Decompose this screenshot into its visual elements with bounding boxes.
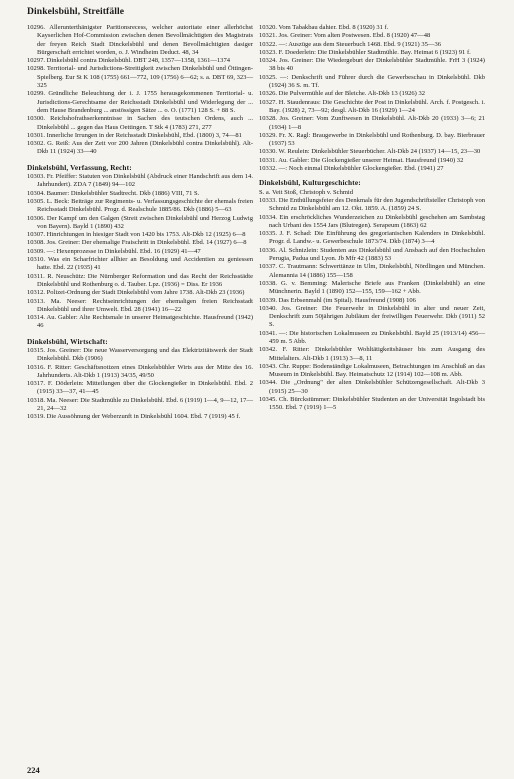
bibliography-entry: 10324. Jos. Greiner: Die Wiedergeburt der Dinkelsbühler Stadtmühle. FrH 3 (1924) 38 bis 40: [259, 57, 485, 73]
bibliography-entry: 10299. Gründliche Beleuchtung der i. J. 1755 herausgekommenen Territorial- u. Jurisdictions-Gerechtsame der Reichsstadt Dinkelsbühl und Widerlegung der ... dem Hause Brandenburg ... anstössigen Sätze ... o. O. (1771) 128 S. + 88 S.: [27, 90, 253, 114]
bibliography-entry: 10331. Au. Gabler: Die Glockengießer unserer Heimat. Hausfreund (1940) 32: [259, 156, 464, 164]
bibliography-entry: 10298. Territorial- und Jurisdictions-Streitigkeit zwischen Dinkelsbühl und Öttingen-Spielberg. Eur St K 108 (1755) 661—772, 109 (1756) 6—62; s. a. DBT 69, 323—325: [27, 65, 253, 90]
bibliography-entry: 10306. Der Kampf um den Galgen (Streit zwischen Dinkelsbühl und Herzog Ludwig von Bayern). Bayld 1 (1890) 432: [27, 214, 253, 230]
bibliography-entry: 10329. Fr. X. Ragl: Braugewerbe in Dinkelsbühl und Rothenburg. D. bay. Bierbrauer (1937) 53: [259, 131, 485, 148]
bibliography-entry: 10337. C. Trautmann: Schwerttänze in Ulm, Dinkelsbühl, Nördlingen und München. Alemannia 14 (1886) 155—158: [259, 263, 485, 279]
bibliography-entry: 10313. Ma. Neeser: Rechtseinrichtungen der ehemaligen freien Reichsstadt Dinkelsbühl und ihrer Umwelt. Ebd. 28 (1941) 16—22: [27, 297, 253, 313]
bibliography-entry: 10321. Jos. Greiner: Vom alten Postwesen. Ebd. 8 (1920) 47—48: [259, 32, 431, 40]
bibliography-entry: 10300. Reichshofrathserkenntnisse in Sachen des teutschen Ordens, auch ... Dinkelsbühl ... gegen das Haus Oettingen. T Stk 4 (1783) 271, 277: [27, 115, 253, 131]
bibliography-entry: 10340. Jos. Greiner: Die Feuerwehr in Dinkelsbühl in alter und neuer Zeit, Denkschrift zum 50jährigen Jubiläum der freiwilligen Feuerwehr. Dkb (1911) 52 S.: [259, 304, 485, 329]
bibliography-entry: 10333. Die Enthüllungsfeier des Denkmals für den Jugendschriftsteller Christoph von Schmid zu Dinkelsbühl am 12. Okt. 1859. A. (1859) 24 S.: [259, 196, 485, 213]
bibliography-entry: 10339. Das Erbsenmahl (im Spital). Hausfreund (1908) 106: [259, 296, 416, 304]
bibliography-entry: 10330. W. Reulein: Dinkelsbühler Steuerbücher. Alt-Dkb 24 (1937) 14—15, 23—30: [259, 148, 481, 156]
bibliography-entry: 10312. Polizei-Ordnung der Stadt Dinkelsbühl vom Jahre 1738. Alt-Dkb 23 (1936): [27, 289, 245, 297]
section-heading: Dinkelsbühl, Wirtschaft:: [27, 336, 108, 346]
bibliography-entry: 10328. Jos. Greiner: Vom Zunftwesen in Dinkelsbühl. Alt-Dkb 20 (1933) 3—6; 21 (1934) 1—8: [259, 115, 485, 131]
bibliography-entry: 10301. Innerliche Irrungen in der Reichsstadt Dinkelsbühl, Ebd. (1800) 3, 74—81: [27, 131, 242, 139]
left-column: [27, 24, 253, 422]
bibliography-entry: 10303. Fr. Pfeiffer: Statuten von Dinkelsbühl (Abdruck einer Handschrift aus dem 14. Jahrhundert). ZDA 7 (1849) 94—102: [27, 173, 253, 189]
section-heading: Dinkelsbühl, Kulturgeschichte:: [259, 178, 361, 188]
see-also-note: S. a. Veit Stoß, Christoph v. Schmid: [259, 188, 354, 196]
bibliography-entry: 10335. J. F. Schad: Die Einführung des gregorianischen Kalenders in Dinkelsbühl. Progr. d. Landw.- u. Gewerbeschule 1873/74. Dkb (1874) 3—4: [259, 230, 485, 246]
bibliography-entry: 10317. F. Döderlein: Mitteilungen über die Glockengießer in Dinkelsbühl. Ebd. 2 (1915) 33—37, 41—45: [27, 380, 253, 396]
page-number: 224: [27, 765, 40, 775]
bibliography-entry: 10310. Was ein Scharfrichter allhier an Besoldung und Accidentien zu geniessen hatte. Ebd. 22 (1935) 41: [27, 256, 253, 272]
bibliography-entry: 10326. Die Pulvermühle auf der Bleiche. Alt-Dkb 13 (1926) 32: [259, 90, 426, 98]
bibliography-entry: 10338. G. v. Bemming: Malerische Briefe aus Franken (Dinkelsbühl) an eine Münchnerin. Bayld 1 (1890) 152—155, 159—162 + Abb.: [259, 279, 485, 296]
bibliography-entry: 10336. Al. Schnizlein: Studenten aus Dinkelsbühl und Ansbach auf den Hochschulen Perugia, Padua und Lyon. Jb Mfr 42 (1883) 53: [259, 246, 485, 263]
bibliography-entry: 10302. G. Reiß: Aus der Zeit vor 200 Jahren (Dinkelsbühl contra Dinkelsbühl). Alt-Dkb 11 (1924) 33—40: [27, 140, 253, 156]
bibliography-entry: 10332. —: Noch einmal Dinkelsbühler Glockengießer. Ebd. (1941) 27: [259, 165, 444, 173]
bibliography-entry: 10325. —: Denkschrift und Führer durch die Gewerbeschau in Dinkelsbühl. Dkb (1924) 36 S. m. Tf.: [259, 73, 485, 90]
bibliography-entry: 10305. L. Beck: Beiträge zur Regiments- u. Verfassungsgeschichte der ehemals freien Reichsstadt Dinkelsbühl. Progr. d. Realschule 1885/86. Dkb (1886) 5—63: [27, 197, 253, 214]
bibliography-entry: 10316. F. Ritter: Geschäftsnotizen eines Dinkelsbühler Wirts aus der Mitte des 16. Jahrhunderts. Alt-Dkb 1 (1913) 34/35, 49/50: [27, 363, 253, 379]
bibliography-entry: 10315. Jos. Greiner: Die neue Wasserversorgung und das Elektrizitätswerk der Stadt Dinkelsbühl. Dkb (1906): [27, 346, 253, 363]
bibliography-entry: 10334. Ein erschröckliches Wunderzeichen zu Dinkelsbühl geschehen am Sambstag nach Urbani des 1554 Jars (Blutregen). Serapeum (1863) 62: [259, 213, 485, 229]
bibliography-entry: 10323. F. Doederlein: Die Dinkelsbühler Stadtmühle. Bay. Heimat 6 (1923) 91 f.: [259, 48, 471, 56]
bibliography-entry: 10314. Au. Gabler: Alte Rechtsmale in unserer Heimatgeschichte. Hausfreund (1942) 46: [27, 314, 253, 330]
bibliography-entry: 10307. Hinrichtungen in hiesiger Stadt von 1420 bis 1753. Alt-Dkb 12 (1925) 6—8: [27, 231, 246, 239]
bibliography-entry: 10344. Die „Ordnung" der alten Dinkelsbühler Schützengesellschaft. Alt-Dkb 3 (1915) 25—30: [259, 379, 485, 395]
bibliography-entry: 10342. F. Ritter: Dinkelsbühler Wohltätigkeitshäuser bis zum Ausgang des Mittelalters. Alt-Dkb 1 (1913) 3—8, 11: [259, 346, 485, 362]
bibliography-entry: 10327. H. Staudenraus: Die Geschichte der Post in Dinkelsbühl. Arch. f. Postgesch. i. Bay. (1928) 2, 73—92; desgl. Alt-Dkb 16 (1929) 1—24: [259, 98, 485, 114]
bibliography-entry: 10308. Jos. Greiner: Der ehemalige Fraischritt in Dinkelsbühl. Ebd. 14 (1927) 6—8: [27, 239, 247, 247]
section-heading: Dinkelsbühl, Verfassung, Recht:: [27, 162, 132, 172]
bibliography-entry: 10345. Ch. Bürckstümmer: Dinkelsbühler Studenten an der Universität Ingolstadt bis 1550. Ebd. 7 (1919) 1—5: [259, 396, 485, 412]
bibliography-entry: 10341. —: Die historischen Lokalmuseen zu Dinkelsbühl. Bayld 25 (1913/14) 456—459 m. 5 Abb.: [259, 329, 485, 345]
page-header: Dinkelsbühl, Streitfälle: [27, 6, 125, 17]
bibliography-entry: 10309. —: Hexenprozesse in Dinkelsbühl. Ebd. 16 (1929) 41—47: [27, 247, 201, 255]
bibliography-entry: 10319. Die Aussöhnung der Weberzunft in Dinkelsbühl 1604. Ebd. 7 (1919) 45 f.: [27, 413, 241, 421]
bibliography-entry: 10320. Vom Tabakbau dahier. Ebd. 8 (1920) 31 f.: [259, 24, 389, 31]
bibliography-entry: 10296. Allerunterthänigster Paritionsrecess, welcher autoritate einer allerhöchst Kayserlichen Hof-Commission zwischen denen Bevollmächtigten des Magistrats der freyen Reich Stadt Dinckelsbühl und denen Bevollmächtigten dasiger Bürgerschaft errichtet worden, o. J. Windheim Deduct. 48, 34: [27, 24, 253, 56]
bibliography-entry: 10311. R. Neuschütz: Die Nürnberger Reformation und das Recht der Reichsstädte Dinkelsbühl und Rothenburg o. d. Tauber. Lpz. (1936) = Diss. Er 1936: [27, 272, 253, 288]
bibliography-entry: 10318. Ma. Neeser: Die Stadtmühle zu Dinkelsbühl. Ebd. 6 (1919) 1—4, 9—12, 17—21, 24—32: [27, 396, 253, 413]
right-column: [259, 24, 485, 413]
bibliography-entry: 10304. Baumer: Dinkelsbühler Stadtrecht. Dkb (1886) VIII, 71 S.: [27, 189, 200, 197]
bibliography-entry: 10343. Chr. Ruppe: Bodenständige Lokalmuseen, Betrachtungen im Anschluß an das Museum in Dinkelsbühl. Bay. Heimatschutz 12 (1914) 102—108 m. Abb.: [259, 362, 485, 379]
bibliography-entry: 10322. —: Auszüge aus dem Steuerbuch 1468. Ebd. 9 (1921) 35—36: [259, 40, 442, 48]
bibliography-entry: 10297. Dinkelsbühl contra Dinkelsbühl. DBT 248, 1357—1358, 1361—1374: [27, 57, 231, 65]
